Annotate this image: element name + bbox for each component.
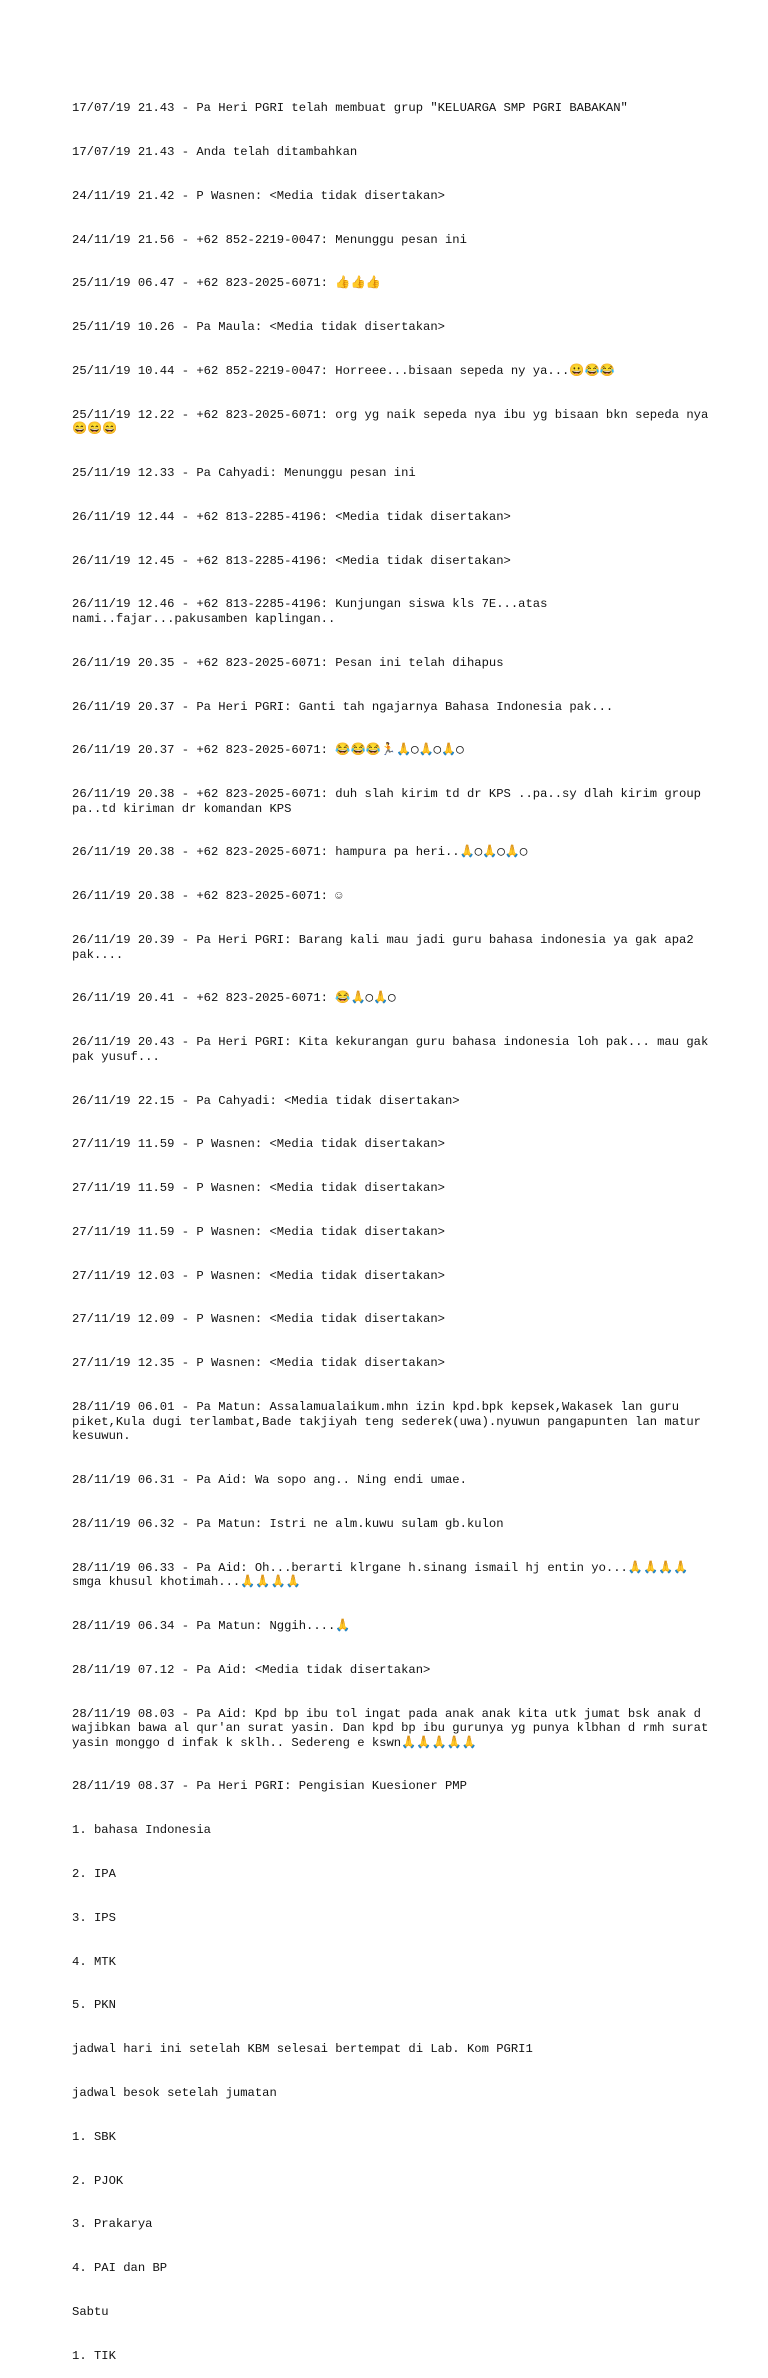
chat-line: 26/11/19 12.45 - +62 813-2285-4196: <Media tidak disertakan> <box>72 553 511 568</box>
chat-line: 17/07/19 21.43 - Anda telah ditambahkan <box>72 144 358 159</box>
chat-line: 27/11/19 12.09 - P Wasnen: <Media tidak disertakan> <box>72 1312 445 1327</box>
chat-line: 25/11/19 12.33 - Pa Cahyadi: Menunggu pesan ini <box>72 466 416 481</box>
chat-line: 1. SBK <box>72 2129 116 2144</box>
chat-line: 28/11/19 08.03 - Pa Aid: Kpd bp ibu tol ingat pada anak anak kita utk jumat bsk anak d wajibkan bawa al qur'an surat yasin. Dan kpd bp ibu gurunya yg punya klbhan d rmh surat yasin monggo d infak k sklh.. Sedereng e kswn🙏🙏🙏🙏🙏 <box>72 1706 716 1750</box>
chat-line: 26/11/19 20.35 - +62 823-2025-6071: Pesan ini telah dihapus <box>72 655 504 670</box>
chat-line: Sabtu <box>72 2304 109 2319</box>
chat-line: 26/11/19 20.38 - +62 823-2025-6071: hampura pa heri..🙏◯🙏◯🙏◯ <box>72 845 528 860</box>
chat-line: 27/11/19 12.03 - P Wasnen: <Media tidak disertakan> <box>72 1268 445 1283</box>
chat-line: 28/11/19 06.31 - Pa Aid: Wa sopo ang.. Ning endi umae. <box>72 1473 467 1487</box>
chat-line: 17/07/19 21.43 - Pa Heri PGRI telah membuat grup "KELUARGA SMP PGRI BABAKAN" <box>72 101 628 116</box>
chat-line: 24/11/19 21.42 - P Wasnen: <Media tidak disertakan> <box>72 188 445 203</box>
chat-line: 2. IPA <box>72 1867 116 1882</box>
chat-line: 28/11/19 06.32 - Pa Matun: Istri ne alm.kuwu sulam gb.kulon <box>72 1516 504 1531</box>
chat-line: 25/11/19 10.44 - +62 852-2219-0047: Horreee...bisaan sepeda ny ya...😀😂😂 <box>72 363 615 378</box>
chat-export-text <box>72 72 716 2378</box>
chat-line: 28/11/19 06.01 - Pa Matun: Assalamualaikum.mhn izin kpd.bpk kepsek,Wakasek lan guru piket,Kula dugi terlambat,Bade takjiyah teng sederek(uwa).nyuwun pangapunten lan matur kesuwun. <box>72 1400 709 1444</box>
chat-line: 27/11/19 12.35 - P Wasnen: <Media tidak disertakan> <box>72 1356 445 1371</box>
chat-line: 26/11/19 20.39 - Pa Heri PGRI: Barang kali mau jadi guru bahasa indonesia ya gak apa2 pak.... <box>72 933 701 962</box>
chat-line: 26/11/19 12.44 - +62 813-2285-4196: <Media tidak disertakan> <box>72 509 511 524</box>
chat-line: 26/11/19 20.38 - +62 823-2025-6071: duh slah kirim td dr KPS ..pa..sy dlah kirim group pa..td kiriman dr komandan KPS <box>72 787 709 816</box>
chat-line: jadwal hari ini setelah KBM selesai bertempat di Lab. Kom PGRI1 <box>72 2042 533 2057</box>
chat-line: 1. bahasa Indonesia <box>72 1823 211 1838</box>
chat-line: 25/11/19 06.47 - +62 823-2025-6071: 👍👍👍 <box>72 276 381 291</box>
chat-line: 3. IPS <box>72 1910 116 1925</box>
chat-line: jadwal besok setelah jumatan <box>72 2085 277 2100</box>
chat-line: 28/11/19 06.34 - Pa Matun: Nggih....🙏 <box>72 1618 351 1633</box>
chat-line: 28/11/19 07.12 - Pa Aid: <Media tidak disertakan> <box>72 1662 431 1677</box>
chat-line: 28/11/19 06.33 - Pa Aid: Oh...berarti klrgane h.sinang ismail hj entin yo...🙏🙏🙏🙏 smga khusul khotimah...🙏🙏🙏🙏 <box>72 1560 696 1590</box>
chat-line: 26/11/19 20.43 - Pa Heri PGRI: Kita kekurangan guru bahasa indonesia loh pak... mau gak pak yusuf... <box>72 1035 716 1064</box>
chat-line: 1. TIK <box>72 2348 116 2363</box>
chat-line: 26/11/19 20.38 - +62 823-2025-6071: ☺ <box>72 889 343 904</box>
chat-line: 28/11/19 08.37 - Pa Heri PGRI: Pengisian Kuesioner PMP <box>72 1779 467 1794</box>
chat-line: 26/11/19 20.41 - +62 823-2025-6071: 😂🙏◯🙏◯ <box>72 991 396 1006</box>
chat-line: 5. PKN <box>72 1998 116 2013</box>
chat-line: 27/11/19 11.59 - P Wasnen: <Media tidak disertakan> <box>72 1181 445 1196</box>
chat-line: 26/11/19 12.46 - +62 813-2285-4196: Kunjungan siswa kls 7E...atas nami..fajar...pakusamben kaplingan.. <box>72 597 555 626</box>
chat-line: 4. PAI dan BP <box>72 2261 168 2276</box>
chat-line: 3. Prakarya <box>72 2217 153 2232</box>
chat-line: 4. MTK <box>72 1954 116 1969</box>
chat-line: 27/11/19 11.59 - P Wasnen: <Media tidak disertakan> <box>72 1224 445 1239</box>
chat-line: 24/11/19 21.56 - +62 852-2219-0047: Menunggu pesan ini <box>72 232 467 247</box>
chat-line: 27/11/19 11.59 - P Wasnen: <Media tidak disertakan> <box>72 1137 445 1152</box>
chat-line: 26/11/19 22.15 - Pa Cahyadi: <Media tidak disertakan> <box>72 1093 460 1108</box>
chat-line: 26/11/19 20.37 - +62 823-2025-6071: 😂😂😂🏃🙏◯🙏◯🙏◯ <box>72 743 464 758</box>
chat-line: 25/11/19 10.26 - Pa Maula: <Media tidak disertakan> <box>72 320 445 335</box>
chat-line: 2. PJOK <box>72 2173 124 2188</box>
chat-line: 26/11/19 20.37 - Pa Heri PGRI: Ganti tah ngajarnya Bahasa Indonesia pak... <box>72 699 614 714</box>
chat-line: 25/11/19 12.22 - +62 823-2025-6071: org yg naik sepeda nya ibu yg bisaan bkn sepeda nya😄😄😄 <box>72 407 709 437</box>
